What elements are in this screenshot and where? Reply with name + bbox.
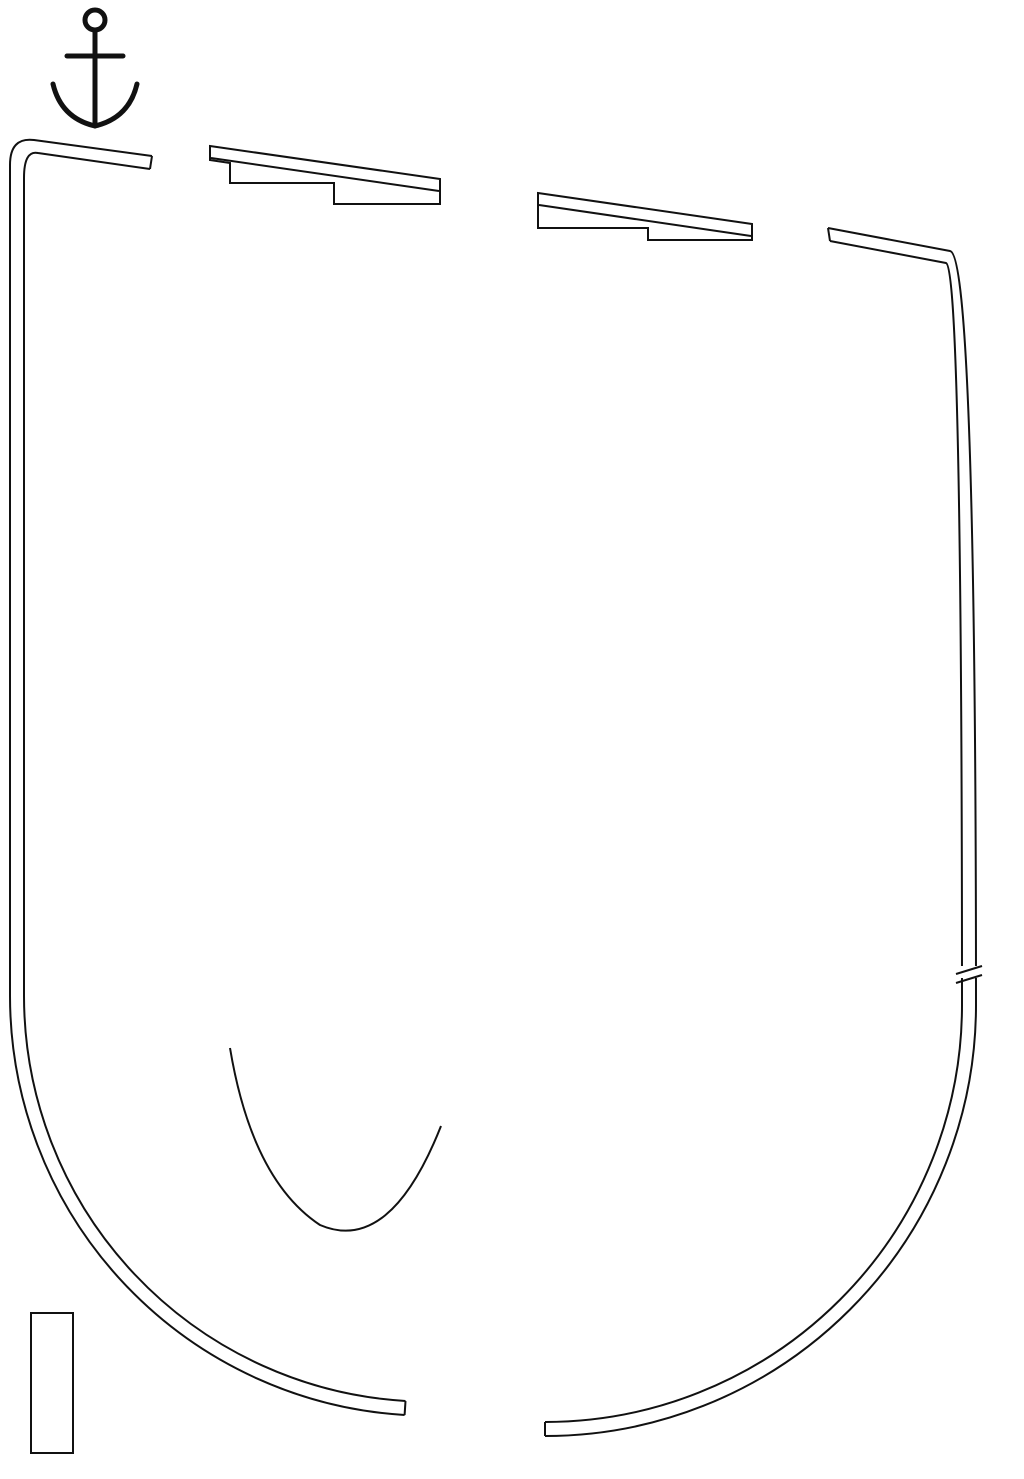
pier-cap-fbb-fvc: [210, 146, 440, 204]
pier-wall-east: [545, 228, 982, 1436]
pier-tip-fbb-fvc: [230, 1048, 441, 1231]
pier-wall-west: [10, 140, 406, 1415]
scc-unterstand-box: [30, 1312, 74, 1454]
pier-cap-scc-mid: [538, 193, 752, 240]
anchor-icon: [53, 10, 137, 126]
